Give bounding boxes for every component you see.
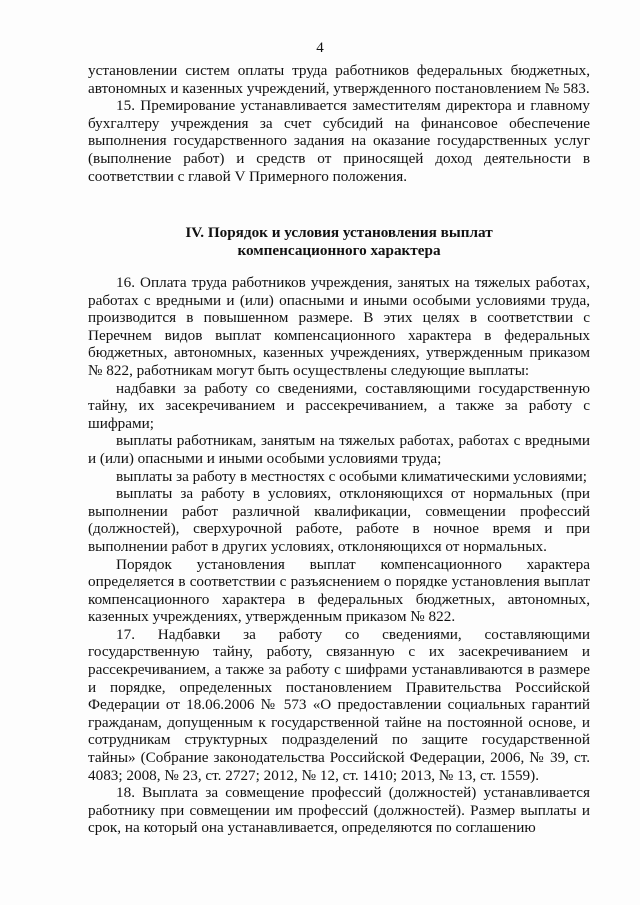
paragraph-16: 16. Оплата труда работников учреждения, занятых на тяжелых работах, работах с вредными и (или) опасными и иными особыми условиями труда, производится в повышенном размере. В этих целях в соответствии с Перечнем видов выплат компенсационного характера в федеральных бюджетных, автономных, казенных учреждениях, утвержденным приказом № 822, работникам могут быть осуществлены следующие выплаты: <box>88 274 590 379</box>
continuation-block <box>88 62 590 185</box>
paragraph-15: 15. Премирование устанавливается заместителям директора и главному бухгалтеру учреждения за счет субсидий на финансовое обеспечение выполнения государственного задания на оказание государственных услуг (выполнение работ) и средств от приносящей доход деятельности в соответствии с главой V Примерного положения. <box>88 97 590 185</box>
paragraph-17: 17. Надбавки за работу со сведениями, составляющими государственную тайну, работу, связанную с их засекречиванием и рассекречиванием, а также за работу с шифрами устанавливаются в размере и порядке, определенных постановлением Правительства Российской Федерации от 18.06.2006 № 573 «О предоставлении социальных гарантий гражданам, допущенным к государственной тайне на постоянной основе, и сотрудникам структурных подразделений по защите государственной тайны» (Собрание законодательства Российской Федерации, 2006, № 39, ст. 4083; 2008, № 23, ст. 2727; 2012, № 12, ст. 1410; 2013, № 13, ст. 1559). <box>88 625 590 784</box>
paragraph-16-item-2: выплаты работникам, занятым на тяжелых работах, работах с вредными и (или) опасными и иными особыми условиями труда; <box>88 432 590 467</box>
section-heading-line-1: IV. Порядок и условия установления выплат <box>185 224 493 241</box>
section-body <box>88 274 590 837</box>
section-heading-line-2: компенсационного характера <box>237 241 441 259</box>
paragraph-18: 18. Выплата за совмещение профессий (должностей) устанавливается работнику при совмещении им профессий (должностей). Размер выплаты и срок, на который она устанавливается, определяются по соглашению <box>88 784 590 837</box>
paragraph-16-item-3: выплаты за работу в местностях с особыми климатическими условиями; <box>116 467 587 485</box>
paragraph-16-procedure: Порядок установления выплат компенсационного характера определяется в соответствии с разъяснением о порядке установления выплат компенсационного характера в федеральных бюджетных, автономных, казенных учреждениях, утвержденным приказом № 822. <box>88 555 590 626</box>
page-number: 4 <box>316 40 324 56</box>
section-heading <box>88 224 590 259</box>
paragraph-16-item-4: выплаты за работу в условиях, отклоняющихся от нормальных (при выполнении работ различной квалификации, совмещении профессий (должностей), сверхурочной работе, работе в ночное время и при выполнении работ в других условиях, отклоняющихся от нормальных. <box>88 485 590 555</box>
continuation-paragraph: установлении систем оплаты труда работников федеральных бюджетных, автономных и казенных учреждений, утвержденного постановлением № 583. <box>88 62 590 97</box>
paragraph-16-item-1: надбавки за работу со сведениями, составляющими государственную тайну, их засекречиванием и рассекречиванием, а также за работу с шифрами; <box>88 379 590 432</box>
